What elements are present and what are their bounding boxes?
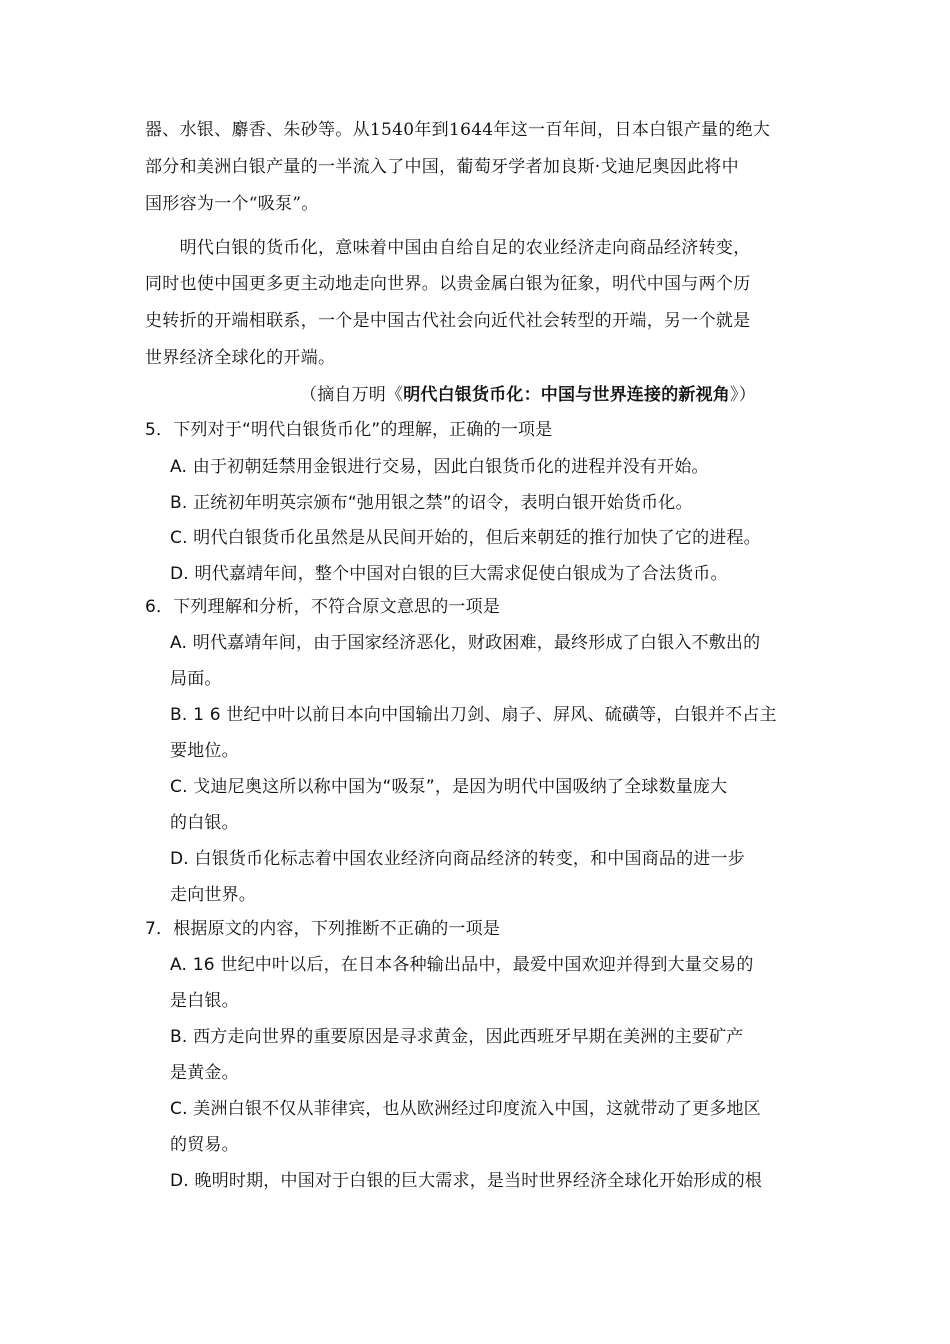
answer-option: C. 明代白银货币化虽然是从民间开始的，但后来朝廷的推行加快了它的进程。 [170, 528, 761, 548]
question-stem: 6．下列理解和分析，不符合原文意思的一项是 [145, 597, 501, 617]
answer-option: D. 晚明时期，中国对于白银的巨大需求，是当时世界经济全球化开始形成的根 [170, 1171, 763, 1191]
answer-option: C. 戈迪尼奥这所以称中国为“吸泵”，是因为明代中国吸纳了全球数量庞大 [170, 777, 728, 797]
passage-line: 明代白银的货币化，意味着中国由自给自足的农业经济走向商品经济转变， [145, 238, 751, 258]
citation [300, 383, 756, 407]
answer-option: B. 西方走向世界的重要原因是寻求黄金，因此西班牙早期在美洲的主要矿产 [170, 1027, 744, 1047]
answer-option-continuation: 走向世界。 [170, 885, 256, 905]
answer-option: C. 美洲白银不仅从菲律宾，也从欧洲经过印度流入中国，这就带动了更多地区 [170, 1099, 761, 1119]
answer-option: A. 16 世纪中叶以后，在日本各种输出品中，最爱中国欢迎并得到大量交易的 [170, 955, 754, 975]
answer-option: D. 明代嘉靖年间，整个中国对白银的巨大需求促使白银成为了合法货币。 [170, 564, 728, 584]
passage-line: 史转折的开端相联系，一个是中国古代社会向近代社会转型的开端，另一个就是 [145, 311, 751, 331]
citation-suffix: 》） [730, 385, 756, 405]
passage-line: 部分和美洲白银产量的一半流入了中国，葡萄牙学者加良斯·戈迪尼奥因此将中 [145, 157, 739, 177]
passage-line: 同时也使中国更多更主动地走向世界。以贵金属白银为征象，明代中国与两个历 [145, 274, 751, 294]
answer-option-continuation: 是黄金。 [170, 1063, 239, 1083]
answer-option-continuation: 是白银。 [170, 991, 239, 1011]
citation-prefix: （摘自万明《 [300, 385, 404, 405]
answer-option: A. 由于初朝廷禁用金银进行交易，因此白银货币化的进程并没有开始。 [170, 457, 709, 477]
answer-option: B. 正统初年明英宗颁布“弛用银之禁”的诏令，表明白银开始货币化。 [170, 493, 693, 513]
answer-option: B. 1 6 世纪中叶以前日本向中国输出刀剑、扇子、屏风、硫磺等，白银并不占主 [170, 705, 777, 725]
answer-option-continuation: 的贸易。 [170, 1135, 239, 1155]
passage-line: 国形容为一个“吸泵”。 [145, 194, 319, 214]
answer-option: A. 明代嘉靖年间，由于国家经济恶化，财政困难，最终形成了白银入不敷出的 [170, 633, 761, 653]
question-stem: 7．根据原文的内容，下列推断不正确的一项是 [145, 919, 501, 939]
question-stem: 5．下列对于“明代白银货币化”的理解，正确的一项是 [145, 420, 553, 440]
answer-option-continuation: 的白银。 [170, 813, 239, 833]
answer-option-continuation: 局面。 [170, 669, 222, 689]
answer-option: D. 白银货币化标志着中国农业经济向商品经济的转变，和中国商品的进一步 [170, 849, 745, 869]
answer-option-continuation: 要地位。 [170, 741, 239, 761]
citation-title: 明代白银货币化：中国与世界连接的新视角 [403, 385, 731, 405]
passage-line: 世界经济全球化的开端。 [145, 348, 336, 368]
passage-line: 器、水银、麝香、朱砂等。从1540年到1644年这一百年间，日本白银产量的绝大 [145, 120, 771, 140]
